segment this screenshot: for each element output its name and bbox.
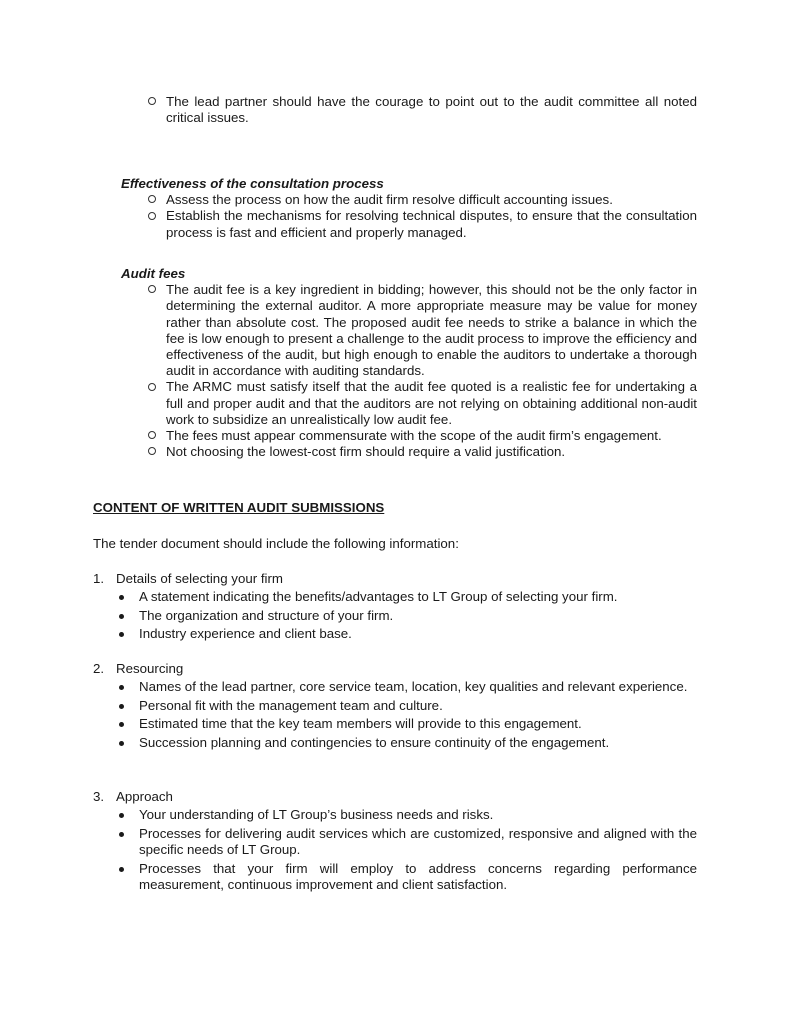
submissions-intro-block: [93, 536, 697, 552]
list-item: [116, 626, 697, 642]
list-item-text: Succession planning and contingencies to ensure continuity of the engagement.: [139, 735, 610, 751]
numbered-section-3: [93, 789, 697, 899]
bullet-icon: [119, 614, 124, 619]
numbered-section-1: [93, 571, 697, 641]
numbered-section-2: [93, 661, 697, 771]
list-item: [148, 192, 697, 208]
bullet-icon: [119, 722, 124, 727]
list-item: [116, 716, 697, 732]
hollow-bullet-icon: [148, 94, 166, 111]
consultation-section: [121, 176, 697, 241]
section-number: 2.: [93, 661, 105, 676]
list-item-text: Processes that your firm will employ to address concerns regarding performance measurement, continuous improvement and client satisfaction.: [139, 860, 697, 892]
list-item: [116, 861, 697, 893]
list-item: [116, 735, 697, 751]
audit-fees-section: [121, 266, 697, 460]
list-item-text: Your understanding of LT Group’s business needs and risks.: [139, 807, 494, 822]
list-item-text: Estimated time that the key team members will provide to this engagement.: [139, 716, 582, 732]
section-title: Details of selecting your firm: [116, 571, 284, 586]
list-item: [116, 679, 697, 695]
list-item-text: Establish the mechanisms for resolving technical disputes, to ensure that the consultation process is fast and efficient and properly managed.: [166, 208, 697, 240]
list-item: [116, 608, 697, 624]
list-item: [148, 444, 697, 460]
bullet-icon: [119, 595, 124, 600]
section-number: 1.: [93, 571, 105, 586]
list-item: [116, 826, 697, 858]
list-item-text: The ARMC must satisfy itself that the audit fee quoted is a realistic fee for undertaking a full and proper audit and that the auditors are not relying on obtaining additional non-audit work to subsidize an unrealistically low audit fee.: [166, 379, 697, 427]
submissions-intro: The tender document should include the following information:: [93, 536, 459, 551]
list-item-text: The audit fee is a key ingredient in bidding; however, this should not be the only factor in determining the external auditor. A more appropriate measure may be value for money rather than absolute cost. The proposed audit fee needs to strike a balance in which the fee is low enough to present a challenge to the audit process to improve the efficiency and effectiveness of the audit, but high enough to enable the auditors to undertake a thorough audit in accordance with auditing standards.: [166, 282, 697, 379]
hollow-bullet-icon: [148, 208, 166, 225]
list-item: [148, 379, 697, 428]
section-heading: Effectiveness of the consultation process: [121, 176, 384, 191]
submissions-heading-block: [93, 500, 697, 516]
list-item: [148, 94, 697, 126]
hollow-bullet-icon: [148, 282, 166, 299]
list-item-text: The organization and structure of your firm.: [139, 607, 394, 623]
section-title: Resourcing: [116, 661, 184, 676]
list-item: [116, 807, 697, 823]
list-item: [148, 282, 697, 379]
intro-list: [148, 94, 697, 126]
list-item-text: A statement indicating the benefits/advantages to LT Group of selecting your firm.: [139, 589, 618, 604]
bullet-icon: [119, 632, 124, 637]
list-item-text: Names of the lead partner, core service team, location, key qualities and relevant experience.: [139, 679, 688, 694]
list-item-text: Processes for delivering audit services which are customized, responsive and aligned with the specific needs of LT Group.: [139, 825, 697, 857]
list-item-text: Industry experience and client base.: [139, 626, 352, 642]
bullet-icon: [119, 704, 124, 709]
hollow-bullet-icon: [148, 444, 166, 461]
list-item-text: The fees must appear commensurate with the scope of the audit firm’s engagement.: [166, 428, 662, 444]
hollow-bullet-icon: [148, 379, 166, 396]
section-heading: Audit fees: [121, 266, 186, 281]
list-item-text: Personal fit with the management team and culture.: [139, 697, 443, 713]
hollow-bullet-icon: [148, 428, 166, 445]
bullet-icon: [119, 832, 124, 837]
section-title: Approach: [116, 789, 173, 804]
bullet-icon: [119, 813, 124, 818]
list-item: [116, 589, 697, 605]
list-item: [148, 428, 697, 444]
list-item-text: Not choosing the lowest-cost firm should require a valid justification.: [166, 444, 566, 460]
list-item-text: Assess the process on how the audit firm resolve difficult accounting issues.: [166, 192, 613, 208]
section-number: 3.: [93, 789, 105, 804]
list-item: [148, 208, 697, 240]
bullet-icon: [119, 867, 124, 872]
bullet-icon: [119, 685, 124, 690]
bullet-icon: [119, 741, 124, 746]
hollow-bullet-icon: [148, 192, 166, 209]
page-section-title: CONTENT OF WRITTEN AUDIT SUBMISSIONS: [93, 500, 385, 515]
list-item: [116, 698, 697, 714]
list-item-text: The lead partner should have the courage to point out to the audit committee all noted critical issues.: [166, 94, 697, 126]
